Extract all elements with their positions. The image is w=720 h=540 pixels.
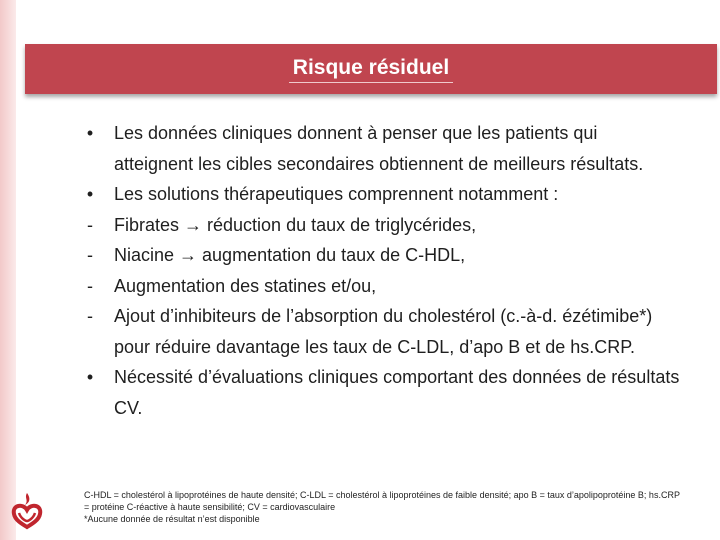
list-item (80, 301, 680, 362)
list-item-text: Niacine → augmentation du taux de C-HDL, (114, 245, 466, 265)
footnote-asterisk: *Aucune donnée de résultat n’est disponible (84, 514, 260, 524)
heart-flame-logo-icon (8, 490, 46, 530)
list-item-text: Les solutions thérapeutiques comprennent notamment : (114, 184, 559, 204)
title-bar (25, 44, 717, 94)
dash-marker: - (87, 245, 93, 265)
footnote-abbreviations: C-HDL = cholestérol à lipoprotéines de haute densité; C-LDL = cholestérol à lipoprotéines de faible densité; apo B = taux d’apolipoprotéine B; hs.CRP = protéine C-réactive à haute sensibilité; CV = cardiovasculaire (84, 490, 680, 512)
list-item (80, 362, 680, 423)
dash-marker: - (87, 214, 93, 235)
list-item-text: Augmentation des statines et/ou, (114, 275, 377, 296)
list-item (80, 210, 680, 241)
list-item (80, 271, 680, 302)
bullet-marker: • (86, 123, 94, 143)
footnotes (84, 489, 684, 525)
left-decorative-band (0, 0, 16, 540)
list-item-text: Les données cliniques donnent à penser que les patients qui atteignent les cibles secondaires obtiennent de meilleurs résultats. (114, 123, 644, 174)
list-item-text: Fibrates → réduction du taux de triglycérides, (114, 214, 477, 235)
list-item (80, 179, 680, 210)
list-item-text: Ajout d’inhibiteurs de l’absorption du cholestérol (c.-à-d. ézétimibe*) pour réduire davantage les taux de C-LDL, d’apo B et de hs.CRP. (114, 306, 653, 357)
dash-marker: - (87, 275, 93, 296)
slide-title: Risque résiduel (289, 56, 453, 83)
list-item (80, 118, 680, 179)
bullet-marker: • (86, 367, 94, 387)
dash-marker: - (87, 306, 93, 326)
list-item-text: Nécessité d’évaluations cliniques comportant des données de résultats CV. (114, 367, 680, 418)
bullet-marker: • (86, 184, 94, 204)
list-item (80, 240, 680, 271)
bullet-list (80, 118, 680, 423)
